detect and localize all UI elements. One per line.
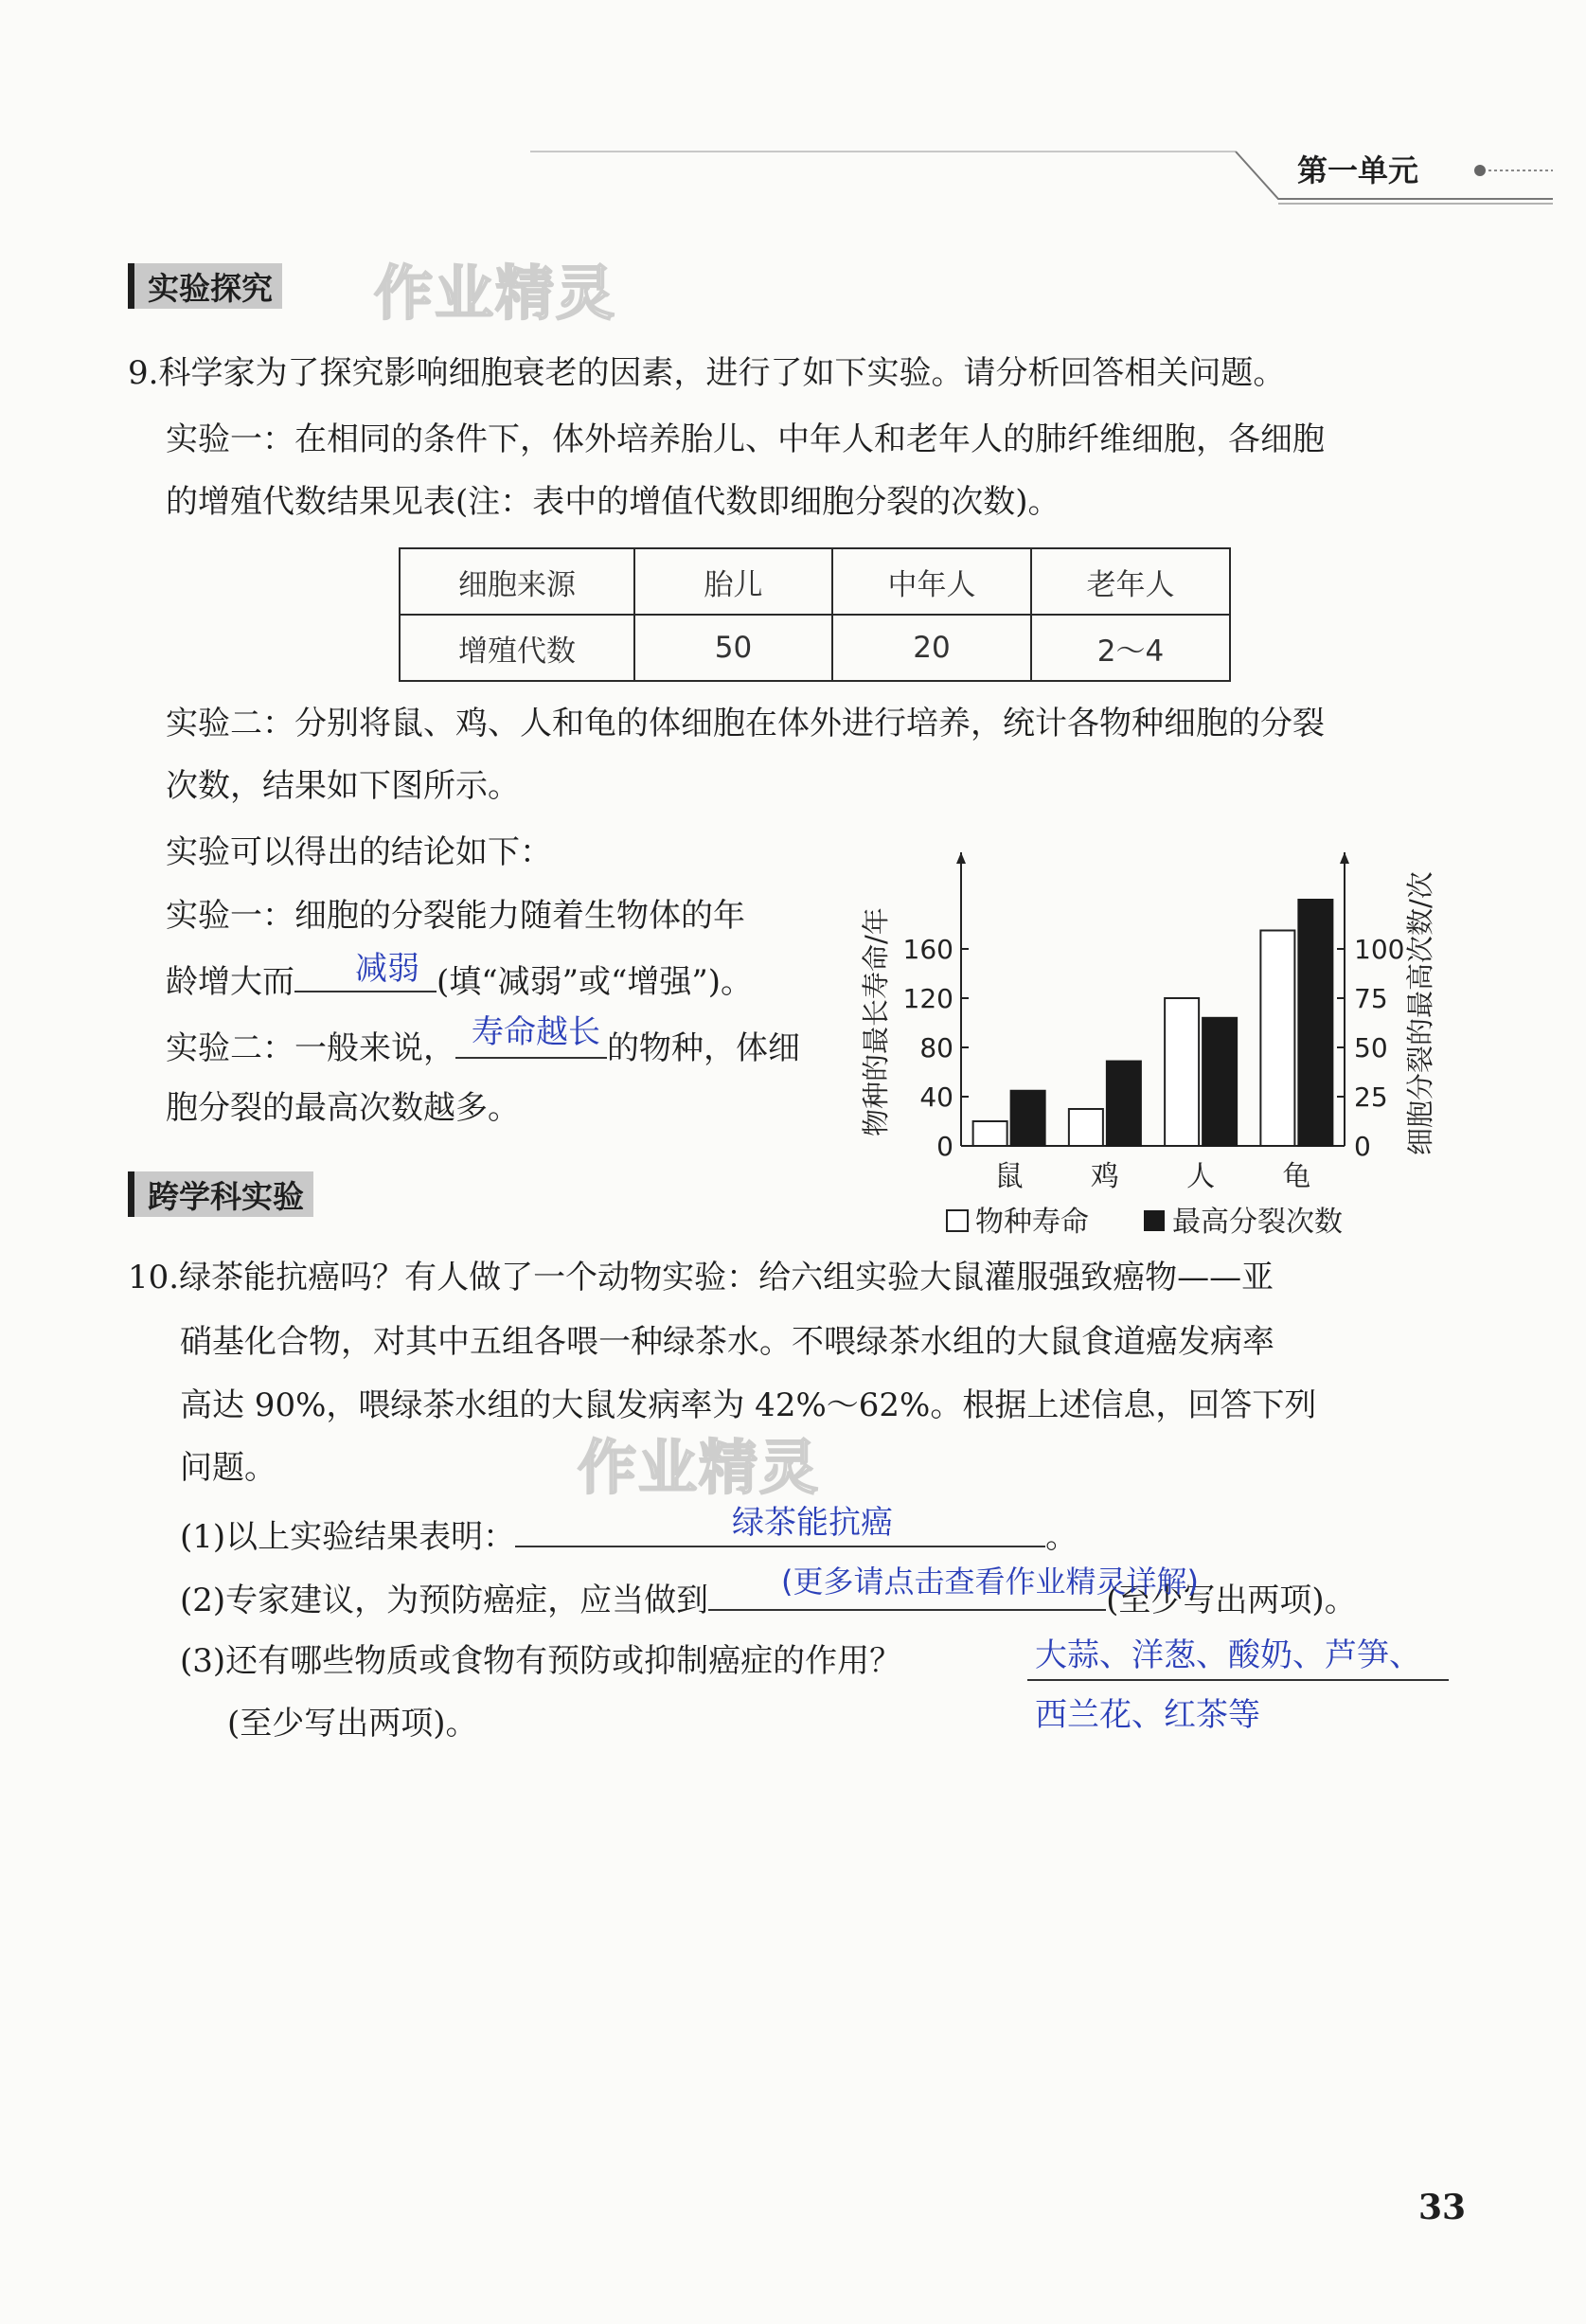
handwritten-answer-3: 绿茶能抗癌	[732, 1504, 893, 1542]
legend-swatch-lifespan	[947, 1210, 968, 1231]
conclusion-2b-text: 的物种，体细	[607, 1029, 800, 1067]
q10-part1-text: (1)以上实验结果表明：	[180, 1518, 516, 1556]
header-decoration	[0, 0, 1586, 227]
legend-label-max-division: 最高分裂次数	[1172, 1206, 1343, 1239]
q10-part1-end: 。	[1045, 1518, 1078, 1556]
bar-max-division	[1203, 1018, 1237, 1146]
bar-max-division	[1107, 1062, 1141, 1146]
q9-line5: 次数，结果如下图所示。	[166, 767, 520, 805]
q10-part1	[180, 1511, 1078, 1560]
bar-max-division	[1011, 1091, 1045, 1146]
y-tick-label-right: 100	[1354, 934, 1405, 965]
q10-part3: (3)还有哪些物质或食物有预防或抑制癌症的作用？	[180, 1642, 902, 1680]
table-cell: 50	[634, 615, 832, 681]
y-tick-label-left: 40	[919, 1082, 953, 1113]
q10-line4: 问题。	[180, 1449, 276, 1487]
y-tick-label-right: 0	[1354, 1131, 1371, 1162]
y-tick-label-left: 120	[902, 983, 953, 1014]
answer-blank	[1027, 1679, 1449, 1681]
legend-label-lifespan: 物种寿命	[975, 1206, 1089, 1239]
y-axis-left-arrow	[956, 852, 966, 864]
x-tick-label: 鸡	[1090, 1160, 1119, 1193]
proliferation-table	[399, 547, 1231, 682]
conclusion-2c: 胞分裂的最高次数越多。	[166, 1089, 520, 1127]
x-tick-label: 龟	[1282, 1160, 1311, 1193]
table-row	[400, 615, 1230, 681]
y-tick-label-right: 50	[1354, 1032, 1388, 1064]
legend-swatch-max-division	[1144, 1210, 1165, 1231]
q10-part3-end: (至少写出两项)。	[227, 1705, 478, 1743]
q10-part2-text: (2)专家建议，为预防癌症，应当做到	[180, 1582, 709, 1619]
page-number: 33	[1418, 2188, 1467, 2227]
y-axis-label-left: 物种的最长寿命/年	[860, 907, 892, 1136]
y-tick-label-left: 0	[936, 1131, 953, 1162]
conclusion-intro: 实验可以得出的结论如下：	[166, 833, 552, 871]
bar-lifespan	[1260, 931, 1294, 1147]
handwritten-answer-2: 寿命越长	[472, 1013, 600, 1051]
conclusion-1a: 实验一：细胞的分裂能力随着生物体的年	[166, 897, 745, 935]
table-cell: 细胞来源	[400, 548, 634, 615]
conclusion-2a-text: 实验二：一般来说，	[166, 1029, 455, 1067]
section-experiment: 实验探究	[128, 263, 282, 309]
handwritten-answer-5a: 大蒜、洋葱、酸奶、芦笋、	[1035, 1636, 1421, 1674]
handwritten-answer-5b: 西兰花、红茶等	[1035, 1696, 1260, 1734]
q9-line3: 的增殖代数结果见表(注：表中的增值代数即细胞分裂的次数)。	[166, 483, 1060, 521]
bar-max-division	[1298, 900, 1332, 1146]
bar-chart	[852, 824, 1477, 1269]
y-axis-label-right: 细胞分裂的最高次数/次	[1404, 871, 1436, 1155]
y-tick-label-left: 80	[919, 1032, 953, 1064]
y-tick-label-left: 160	[902, 934, 953, 965]
handwritten-answer-1: 减弱	[355, 950, 419, 988]
conclusion-1c-text: (填“减弱”或“增强”)。	[437, 963, 754, 1001]
q9-line1: 9.科学家为了探究影响细胞衰老的因素，进行了如下实验。请分析回答相关问题。	[128, 354, 1286, 392]
bar-lifespan	[973, 1121, 1007, 1146]
conclusion-1b	[166, 956, 753, 1005]
section-cross-discipline: 跨学科实验	[128, 1171, 313, 1217]
bar-lifespan	[1165, 998, 1199, 1146]
q9-line2: 实验一：在相同的条件下，体外培养胎儿、中年人和老年人的肺纤维细胞，各细胞	[166, 420, 1325, 458]
y-axis-right-arrow	[1340, 852, 1349, 864]
table-cell: 胎儿	[634, 548, 832, 615]
watermark: 作业精灵	[374, 259, 617, 328]
conclusion-1b-text: 龄增大而	[166, 963, 294, 1001]
table-cell: 20	[832, 615, 1031, 681]
bar-lifespan	[1069, 1109, 1103, 1146]
q10-line2: 硝基化合物，对其中五组各喂一种绿茶水。不喂绿茶水组的大鼠食道癌发病率	[180, 1323, 1274, 1361]
table-cell: 中年人	[832, 548, 1031, 615]
handwritten-answer-4: (更多请点击查看作业精灵详解)	[781, 1564, 1199, 1600]
watermark: 作业精灵	[578, 1433, 821, 1502]
q9-line4: 实验二：分别将鼠、鸡、人和龟的体细胞在体外进行培养，统计各物种细胞的分裂	[166, 705, 1325, 742]
q10-line3: 高达 90%，喂绿茶水组的大鼠发病率为 42%～62%。根据上述信息，回答下列	[180, 1386, 1317, 1424]
y-tick-label-right: 25	[1354, 1082, 1388, 1113]
table-header-row	[400, 548, 1230, 615]
unit-title: 第一单元	[1297, 152, 1419, 188]
table-cell: 2～4	[1031, 615, 1230, 681]
table-cell: 增殖代数	[400, 615, 634, 681]
x-tick-label: 人	[1186, 1160, 1216, 1193]
x-tick-label: 鼠	[994, 1160, 1024, 1193]
table-cell: 老年人	[1031, 548, 1230, 615]
q10-part2-end: (至少写出两项)。	[1106, 1582, 1357, 1619]
q10-line1: 10.绿茶能抗癌吗？有人做了一个动物实验：给六组实验大鼠灌服强致癌物——亚	[128, 1259, 1274, 1296]
y-tick-label-right: 75	[1354, 983, 1388, 1014]
